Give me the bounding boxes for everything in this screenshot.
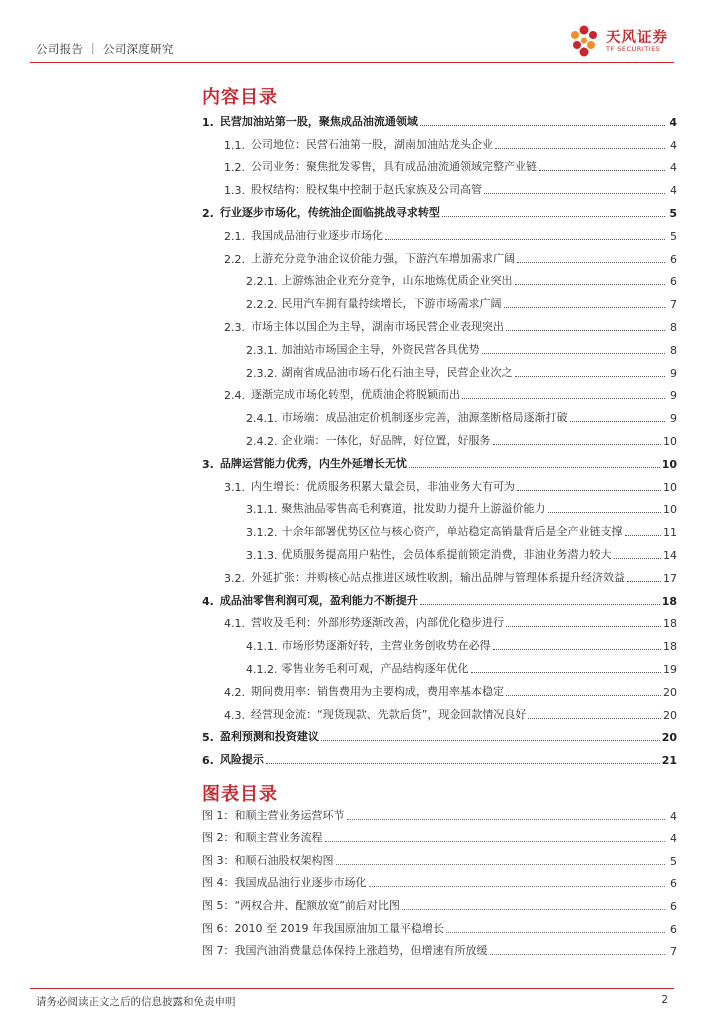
toc-entry[interactable] (202, 197, 677, 220)
figure-entry-title: 图 2：和顺主营业务流程 (202, 831, 323, 845)
toc-entry-page: 10 (663, 434, 677, 448)
toc-leader-dots (402, 909, 665, 910)
toc-entry[interactable] (202, 288, 677, 311)
toc-leader-dots (493, 444, 662, 445)
toc-entry-number: 2.3.2. (246, 366, 278, 380)
toc-entry[interactable] (202, 630, 677, 653)
toc-entry-number: 3.1.1. (246, 503, 278, 517)
toc-leader-dots (482, 353, 666, 354)
toc-entry-title: 上游炼油企业充分竞争，山东地炼优质企业突出 (281, 274, 513, 288)
toc-entry-number: 3.1.2. (246, 526, 278, 540)
toc-leader-dots (442, 216, 665, 217)
toc-entry-number: 2.2.2. (246, 298, 278, 312)
toc-leader-dots (493, 649, 662, 650)
toc-entry-number: 1. (202, 115, 214, 129)
toc-leader-dots (471, 672, 662, 673)
figure-entry-title: 图 1：和顺主营业务运营环节 (202, 808, 345, 822)
toc-entry-title: 我国成品油行业逐步市场化 (251, 228, 383, 242)
figures-title: 图表目录 (202, 784, 278, 805)
toc-entry-number: 6. (202, 754, 214, 768)
toc-entry-page: 18 (661, 594, 677, 608)
figure-entry-page: 6 (670, 899, 677, 913)
toc-entry-number: 2.2.1. (246, 275, 278, 289)
toc-entry-page: 5 (670, 229, 677, 243)
toc-entry-number: 2.4. (224, 389, 245, 403)
toc-entry-title: 行业逐步市场化，传统油企面临挑战寻求转型 (219, 205, 440, 219)
toc-entry[interactable] (202, 152, 677, 175)
toc-entry[interactable] (202, 562, 677, 585)
toc-entry-title: 零售业务毛利可观，产品结构逐年优化 (281, 661, 469, 675)
toc-entry[interactable] (202, 471, 677, 494)
toc-entry-title: 湖南省成品油市场石化石油主导，民营企业次之 (281, 365, 513, 379)
report-category: 公司报告 ｜ 公司深度研究 (36, 42, 174, 56)
toc-entry-title: 市场形势逐渐好转，主营业务创收势在必得 (281, 639, 491, 653)
toc-entry-page: 8 (670, 343, 677, 357)
toc-entry-page: 9 (670, 412, 677, 426)
toc-entry-page: 20 (663, 708, 677, 722)
figure-entry-page: 7 (670, 945, 677, 959)
toc-leader-dots (517, 490, 661, 491)
toc-entry-number: 4.2. (224, 685, 245, 699)
toc-entry[interactable] (202, 334, 677, 357)
toc-entry-page: 9 (670, 389, 677, 403)
figure-entry[interactable] (202, 890, 677, 913)
toc-leader-dots (614, 558, 662, 559)
toc-leader-dots (570, 421, 666, 422)
footer-disclaimer: 请务必阅读正文之后的信息披露和免责申明 (36, 996, 236, 1008)
toc-entry-title: 聚焦油品零售高毛利赛道，批发助力提升上游溢价能力 (281, 502, 546, 516)
figure-entry-title: 图 3：和顺石油股权架构图 (202, 853, 334, 867)
figure-entry-title: 图 4：我国成品油行业逐步市场化 (202, 876, 367, 890)
figure-entry-page: 5 (670, 854, 677, 868)
company-logo (565, 22, 685, 62)
toc-entry-page: 20 (663, 685, 677, 699)
toc-entry-title: 股权结构：股权集中控制于赵氏家族及公司高管 (251, 183, 482, 197)
toc-entry[interactable] (202, 357, 677, 380)
toc-entry[interactable] (202, 699, 677, 722)
toc-entry-number: 1.3. (224, 184, 245, 198)
toc-leader-dots (336, 864, 666, 865)
figure-entry-page: 4 (670, 832, 677, 846)
toc-entry-page: 10 (661, 457, 677, 471)
toc-entry[interactable] (202, 539, 677, 562)
toc-entry[interactable] (202, 494, 677, 517)
toc-entry-title: 经营现金流：“现货现款、先款后货”，现金回款情况良好 (251, 707, 527, 721)
toc-entry-title: 营收及毛利：外部形势逐渐改善，内部优化稳步进行 (251, 616, 504, 630)
toc-entry-title: 内生增长：优质服务积累大量会员，非油业务大有可为 (251, 479, 515, 493)
toc-entry-title: 成品油零售利润可观，盈利能力不断提升 (219, 593, 418, 607)
toc-entry-page: 19 (663, 662, 677, 676)
toc-entry-page: 10 (663, 480, 677, 494)
logo-flower-icon (565, 22, 603, 60)
toc-entry[interactable] (202, 425, 677, 448)
toc-entry-title: 加油站市场国企主导，外资民营各具优势 (281, 342, 480, 356)
toc-entry-page: 4 (670, 184, 677, 198)
page-number: 2 (661, 994, 668, 1006)
toc-entry-title: 期间费用率：销售费用为主要构成，费用率基本稳定 (251, 684, 504, 698)
toc-entry-title: 市场主体以国企为主导，湖南市场民营企业表现突出 (251, 319, 504, 333)
figure-entry[interactable] (202, 868, 677, 891)
toc-entry-number: 2.1. (224, 229, 245, 243)
logo-subtitle: TF SECURITIES (606, 45, 661, 53)
toc-entry-page: 4 (669, 115, 677, 129)
toc-leader-dots (325, 841, 666, 842)
toc-entry[interactable] (202, 744, 677, 767)
toc-entry-title: 市场端：成品油定价机制逐步完善，油源垄断格局逐渐打破 (281, 411, 568, 425)
toc-entry[interactable] (202, 266, 677, 289)
toc-leader-dots (409, 467, 660, 468)
toc-entry-number: 2.4.1. (246, 412, 278, 426)
figure-entry-title: 图 5：“两权合并、配额放宽”前后对比图 (202, 898, 400, 912)
toc-entry-number: 4.1.2. (246, 662, 278, 676)
toc-entry-number: 4. (202, 594, 214, 608)
toc-leader-dots (548, 512, 662, 513)
figure-entry-page: 4 (670, 809, 677, 823)
toc-entry-title: 民用汽车拥有量持续增长，下游市场需求广阔 (281, 297, 502, 311)
toc-leader-dots (495, 148, 665, 149)
toc-entry-number: 2.4.2. (246, 434, 278, 448)
figures-list (202, 800, 677, 958)
toc-entry-number: 2.2. (224, 252, 245, 266)
toc-entry[interactable] (202, 380, 677, 403)
toc-entry-page: 8 (670, 320, 677, 334)
toc-entry[interactable] (202, 402, 677, 425)
toc-entry-title: 外延扩张：并购核心站点推进区域性收割，输出品牌与管理体系提升经济效益 (251, 570, 625, 584)
toc-entry[interactable] (202, 106, 677, 129)
footer-divider (30, 988, 674, 989)
toc-entry-page: 14 (663, 548, 677, 562)
toc-leader-dots (347, 819, 666, 820)
figure-entry[interactable] (202, 913, 677, 936)
toc-entry-page: 21 (661, 754, 677, 768)
toc-entry-page: 11 (663, 526, 677, 540)
toc-entry[interactable] (202, 129, 677, 152)
toc-leader-dots (506, 330, 665, 331)
toc-entry-page: 5 (669, 206, 677, 220)
toc-entry-number: 1.2. (224, 161, 245, 175)
toc-leader-dots (515, 376, 666, 377)
toc-entry[interactable] (202, 722, 677, 745)
toc-leader-dots (490, 954, 666, 955)
toc-entry[interactable] (202, 653, 677, 676)
toc-entry-number: 3. (202, 457, 214, 471)
toc-entry-number: 3.1. (224, 480, 245, 494)
toc-leader-dots (515, 284, 666, 285)
toc-entry-page: 4 (670, 138, 677, 152)
toc-leader-dots (627, 581, 661, 582)
toc-entry-title: 品牌运营能力优秀，内生外延增长无忧 (219, 456, 407, 470)
toc-entry-number: 1.1. (224, 138, 245, 152)
toc-entry-page: 7 (670, 298, 677, 312)
toc-entry[interactable] (202, 220, 677, 243)
toc-entry-page: 6 (670, 252, 677, 266)
toc-entry-number: 2.3. (224, 320, 245, 334)
toc-entry-title: 优质服务提高用户粘性，会员体系提前锁定消费，非油业务潜力较大 (281, 547, 612, 561)
toc-entry-title: 逐渐完成市场化转型，优质油企将脱颖而出 (251, 388, 460, 402)
toc-leader-dots (506, 695, 661, 696)
figure-entry[interactable] (202, 800, 677, 823)
figure-entry[interactable] (202, 823, 677, 846)
toc-leader-dots (369, 886, 666, 887)
toc-entry-title: 风险提示 (219, 753, 264, 767)
toc-leader-dots (420, 125, 665, 126)
toc-entry-title: 盈利预测和投资建议 (219, 730, 319, 744)
toc-entry[interactable] (202, 243, 677, 266)
toc-entry-page: 4 (670, 161, 677, 175)
figure-entry-title: 图 7：我国汽油消费量总体保持上涨趋势，但增速有所放缓 (202, 944, 488, 958)
toc-leader-dots (462, 398, 665, 399)
toc-entry-title: 公司业务：聚焦批发零售，具有成品油流通领域完整产业链 (251, 160, 537, 174)
figure-entry-page: 6 (670, 922, 677, 936)
toc-entry-number: 4.1. (224, 617, 245, 631)
toc-entry-number: 3.1.3. (246, 548, 278, 562)
toc-entry-title: 企业端：一体化，好品牌，好位置，好服务 (281, 433, 491, 447)
toc-entry-page: 9 (670, 366, 677, 380)
toc-entry-number: 2. (202, 206, 214, 220)
toc-leader-dots (321, 740, 660, 741)
figure-entry-page: 6 (670, 877, 677, 891)
toc-leader-dots (539, 170, 665, 171)
toc-leader-dots (420, 604, 660, 605)
toc-entry-page: 18 (663, 617, 677, 631)
toc-entry-number: 4.3. (224, 708, 245, 722)
figure-entry[interactable] (202, 845, 677, 868)
toc-entry-page: 6 (670, 275, 677, 289)
toc-leader-dots (484, 193, 665, 194)
toc-entry[interactable] (202, 585, 677, 608)
toc-leader-dots (385, 239, 665, 240)
toc-entry[interactable] (202, 311, 677, 334)
toc-entry-number: 2.3.1. (246, 343, 278, 357)
header-divider (30, 62, 674, 63)
toc-leader-dots (504, 307, 666, 308)
toc-entry-page: 18 (663, 640, 677, 654)
toc-title: 内容目录 (202, 87, 278, 108)
toc-leader-dots (266, 763, 660, 764)
toc-entry[interactable] (202, 516, 677, 539)
toc-entry-page: 20 (661, 731, 677, 745)
toc-leader-dots (506, 626, 661, 627)
toc-list (202, 106, 677, 767)
toc-leader-dots (446, 932, 665, 933)
figure-entry[interactable] (202, 936, 677, 959)
toc-entry[interactable] (202, 448, 677, 471)
toc-entry-title: 民营加油站第一股，聚焦成品油流通领域 (219, 114, 418, 128)
toc-entry-page: 10 (663, 503, 677, 517)
toc-entry-page: 17 (663, 571, 677, 585)
toc-leader-dots (517, 262, 665, 263)
toc-entry[interactable] (202, 676, 677, 699)
toc-leader-dots (625, 535, 662, 536)
toc-entry[interactable] (202, 174, 677, 197)
toc-entry-title: 上游充分竞争油企议价能力强，下游汽车增加需求广阔 (251, 251, 515, 265)
toc-entry-title: 十余年部署优势区位与核心资产，单站稳定高销量背后是全产业链支撑 (281, 525, 623, 539)
figure-entry-title: 图 6：2010 至 2019 年我国原油加工量平稳增长 (202, 921, 444, 935)
toc-entry-title: 公司地位：民营石油第一股，湖南加油站龙头企业 (251, 137, 493, 151)
toc-entry-number: 5. (202, 731, 214, 745)
toc-leader-dots (528, 718, 661, 719)
toc-entry[interactable] (202, 608, 677, 631)
toc-entry-number: 4.1.1. (246, 640, 278, 654)
toc-entry-number: 3.2. (224, 571, 245, 585)
logo-name: 天风证券 (606, 30, 668, 46)
